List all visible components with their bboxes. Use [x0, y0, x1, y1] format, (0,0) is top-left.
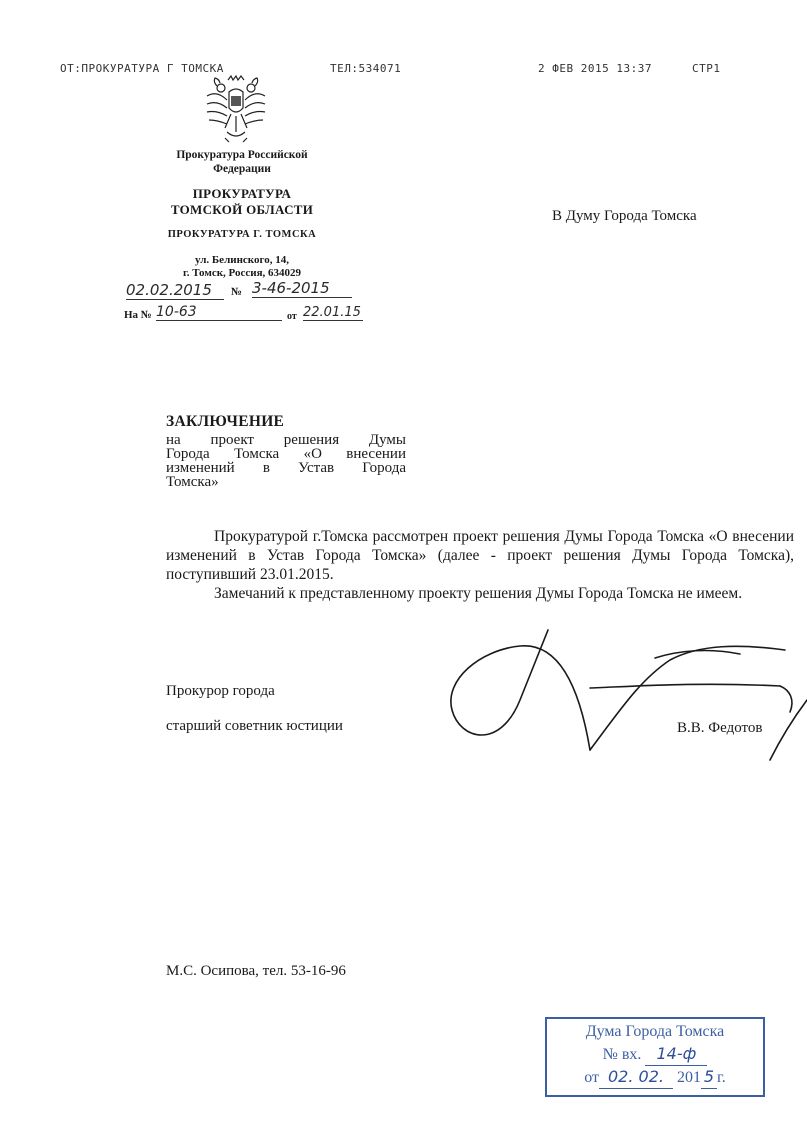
- reply-number: 10-63: [156, 304, 282, 321]
- incoming-registration-stamp: [545, 1017, 765, 1097]
- reply-number-label: На №: [124, 309, 152, 321]
- handwritten-signature: [440, 620, 807, 770]
- stamp-date-row: [547, 1066, 763, 1089]
- letterhead-address-line1: ул. Белинского, 14,: [195, 254, 289, 266]
- coat-of-arms-emblem: [203, 74, 269, 146]
- letterhead-city-office: ПРОКУРАТУРА Г. ТОМСКА: [167, 229, 317, 240]
- letterhead-org-line1: Прокуратура Российской: [176, 149, 308, 161]
- stamp-year-handwritten: 5: [701, 1066, 717, 1089]
- document-subject-line1: на проект решения Думы: [166, 432, 406, 448]
- outgoing-number: 3-46-2015: [252, 279, 352, 298]
- letterhead-org-line2: Федерации: [213, 163, 271, 175]
- fax-page: СТР1: [692, 62, 721, 75]
- stamp-title: Дума Города Томска: [585, 1023, 725, 1040]
- outgoing-date: 02.02.2015: [126, 281, 224, 300]
- body-paragraph: Замечаний к представленному проекту решения Думы Города Томска не имеем.: [214, 585, 743, 602]
- stamp-year-printed: 201: [677, 1069, 701, 1086]
- stamp-incoming-row: [547, 1043, 763, 1066]
- body-paragraph: Прокуратурой г.Томска рассмотрен проект решения Думы Города Томска «О внесении изменений в Устав Города Томска» (далее - проект решения Думы Города Томска), поступивший 23.01.2015.: [166, 528, 794, 583]
- stamp-incoming-label: № вх.: [602, 1046, 642, 1063]
- outgoing-number-label: №: [231, 286, 243, 298]
- stamp-incoming-number: 14-ф: [645, 1043, 707, 1066]
- stamp-date-label: от: [584, 1069, 599, 1086]
- signatory-name: В.В. Федотов: [677, 720, 763, 736]
- fax-phone: ТЕЛ:534071: [330, 62, 402, 75]
- signatory-position: Прокурор города: [166, 683, 275, 699]
- reply-date-label: от: [287, 311, 297, 322]
- document-title: ЗАКЛЮЧЕНИЕ: [166, 413, 285, 430]
- letterhead-region-line2: ТОМСКОЙ ОБЛАСТИ: [170, 202, 314, 217]
- letterhead-address-line2: г. Томск, Россия, 634029: [182, 267, 302, 279]
- document-title-block: [166, 415, 406, 489]
- addressee: В Думу Города Томска: [552, 208, 697, 224]
- fax-datetime: 2 ФЕВ 2015 13:37: [538, 62, 652, 75]
- signatory-rank: старший советник юстиции: [166, 718, 343, 734]
- document-body: [166, 527, 794, 603]
- document-subject-line2: Города Томска «О внесении: [166, 446, 406, 462]
- stamp-date-value: 02. 02.: [599, 1066, 673, 1089]
- fax-sender: ОТ:ПРОКУРАТУРА Г ТОМСКА: [60, 62, 224, 75]
- contact-person: М.С. Осипова, тел. 53-16-96: [166, 963, 346, 979]
- stamp-year-suffix: г.: [717, 1069, 726, 1086]
- document-subject-line3: изменений в Устав Города: [166, 460, 406, 476]
- reply-date: 22.01.15: [303, 305, 363, 321]
- letterhead-region-line1: ПРОКУРАТУРА: [192, 186, 292, 201]
- document-subject-line4: Томска»: [166, 474, 219, 490]
